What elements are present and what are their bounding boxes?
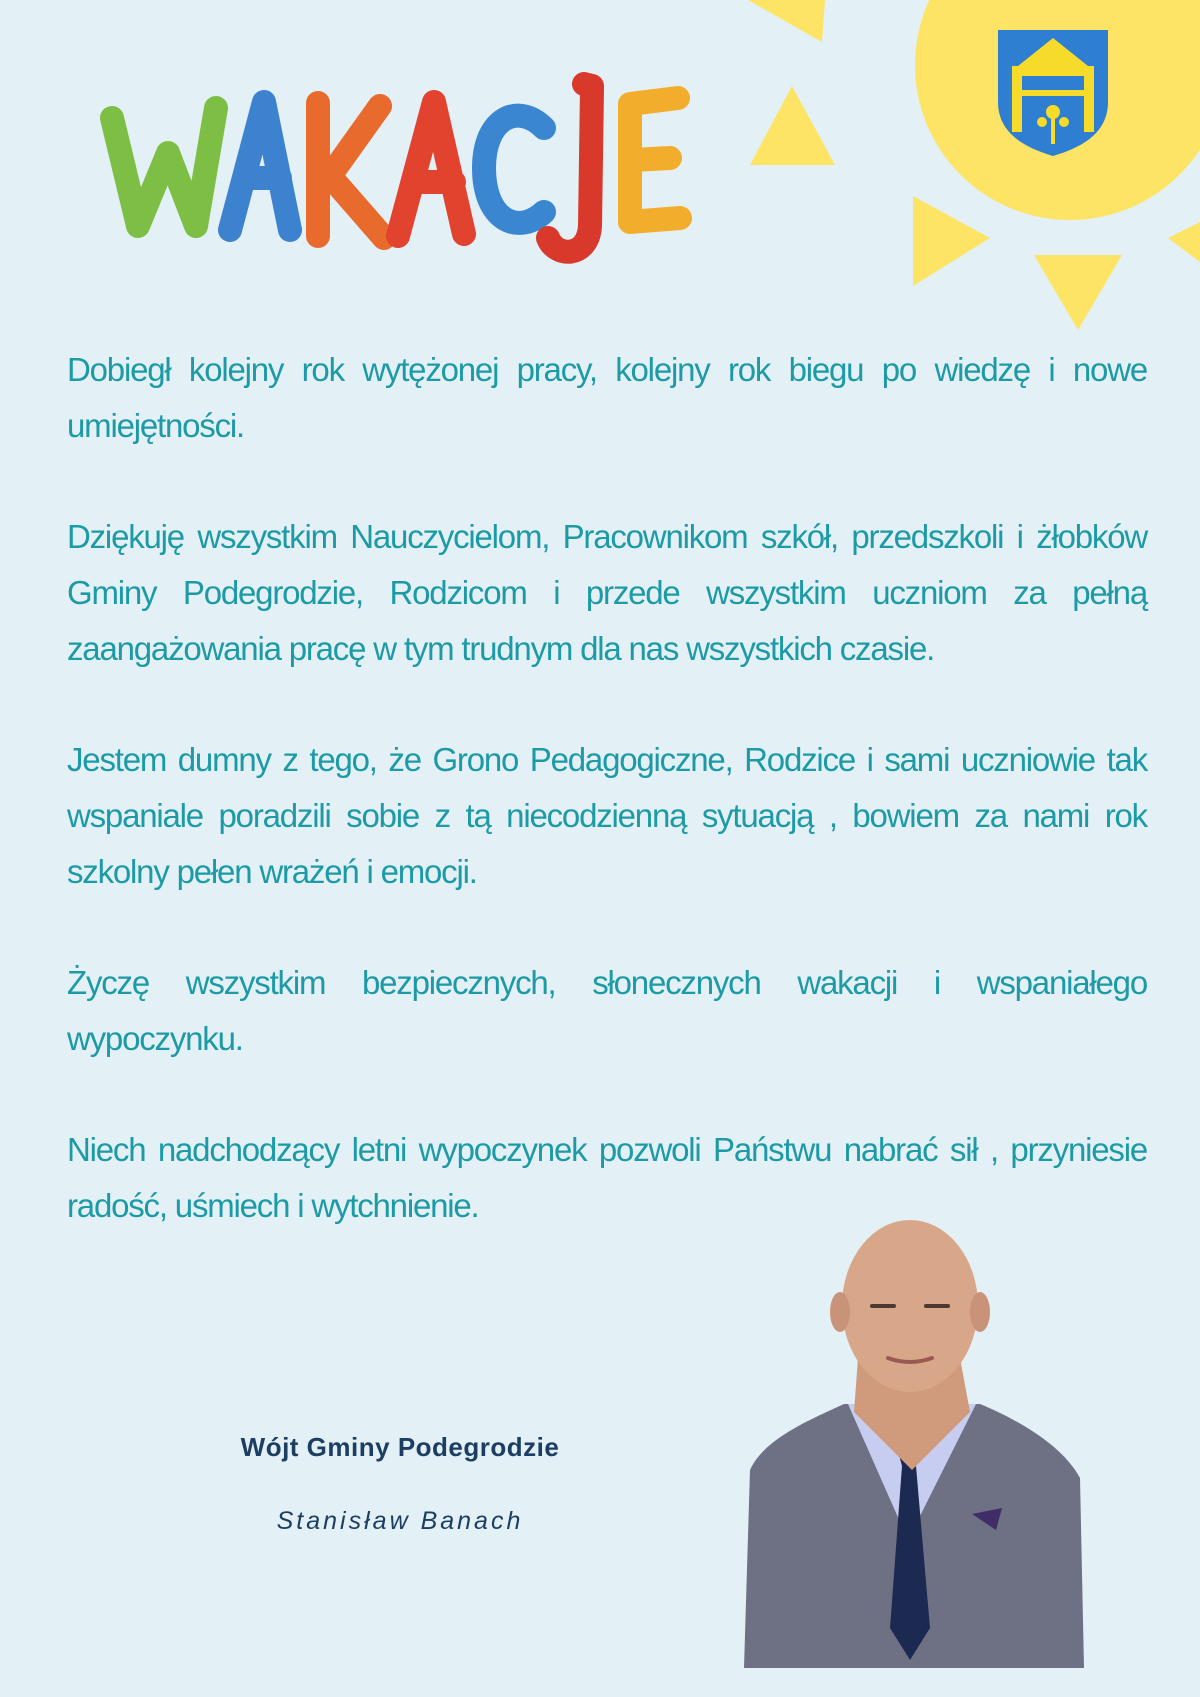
crest-stem [1051,118,1055,144]
sun-ray [1034,255,1122,330]
portrait-ear [970,1292,990,1332]
crest-beam [1022,66,1084,76]
crest-flower [1046,105,1060,119]
portrait-head [842,1220,978,1392]
title-letter-c [484,116,544,223]
title-letter-e [630,98,680,222]
title-wakacje [98,58,758,268]
signature-name: Stanisław Banach [276,1507,524,1535]
paragraph: Dziękuję wszystkim Nauczycielom, Pracownikom szkół, przedszkoli i żłobków Gminy Podegrodzie, Rodzicom i przede wszystkim uczniom za pełną zaangażowania pracę w tym trudnym dla nas wszystkich czasie. [67,518,1147,667]
coat-of-arms-emblem [998,30,1108,156]
paragraph: Dobiegł kolejny rok wytężonej pracy, kolejny rok biegu po wiedzę i nowe umiejętności. [67,351,1147,444]
portrait-ear [830,1292,850,1332]
letter-body [67,342,1147,1289]
crest-beam [1022,90,1084,96]
signature-role: Wójt Gminy Podegrodzie [240,1432,560,1462]
sun-ray [750,86,835,165]
paragraph: Niech nadchodzący letni wypoczynek pozwoli Państwu nabrać sił , przyniesie radość, uśmiech i wytchnienie. [67,1131,1147,1224]
title-letter-j [548,84,592,252]
title-letter-k [318,103,384,238]
signature-block [200,1432,600,1536]
title-letter-w [112,108,216,226]
crest-flower [1037,117,1047,127]
sun-ray [1168,222,1200,262]
portrait-photo [744,1208,1084,1668]
title-letter-a [230,102,290,230]
paragraph: Jestem dumny z tego, że Grono Pedagogiczne, Rodzice i sami uczniowie tak wspaniale poradzili sobie z tą niecodzienną sytuacją , bowiem za nami rok szkolny pełen wrażeń i emocji. [67,741,1147,890]
sun-ray [913,196,990,286]
title-letter-a [398,102,464,236]
sun-ray [748,0,825,42]
crest-flower [1059,117,1069,127]
paragraph: Życzę wszystkim bezpiecznych, słonecznych wakacji i wspaniałego wypoczynku. [67,964,1147,1057]
crest-building-wall-left [1012,66,1022,132]
crest-building-wall-right [1084,66,1094,132]
